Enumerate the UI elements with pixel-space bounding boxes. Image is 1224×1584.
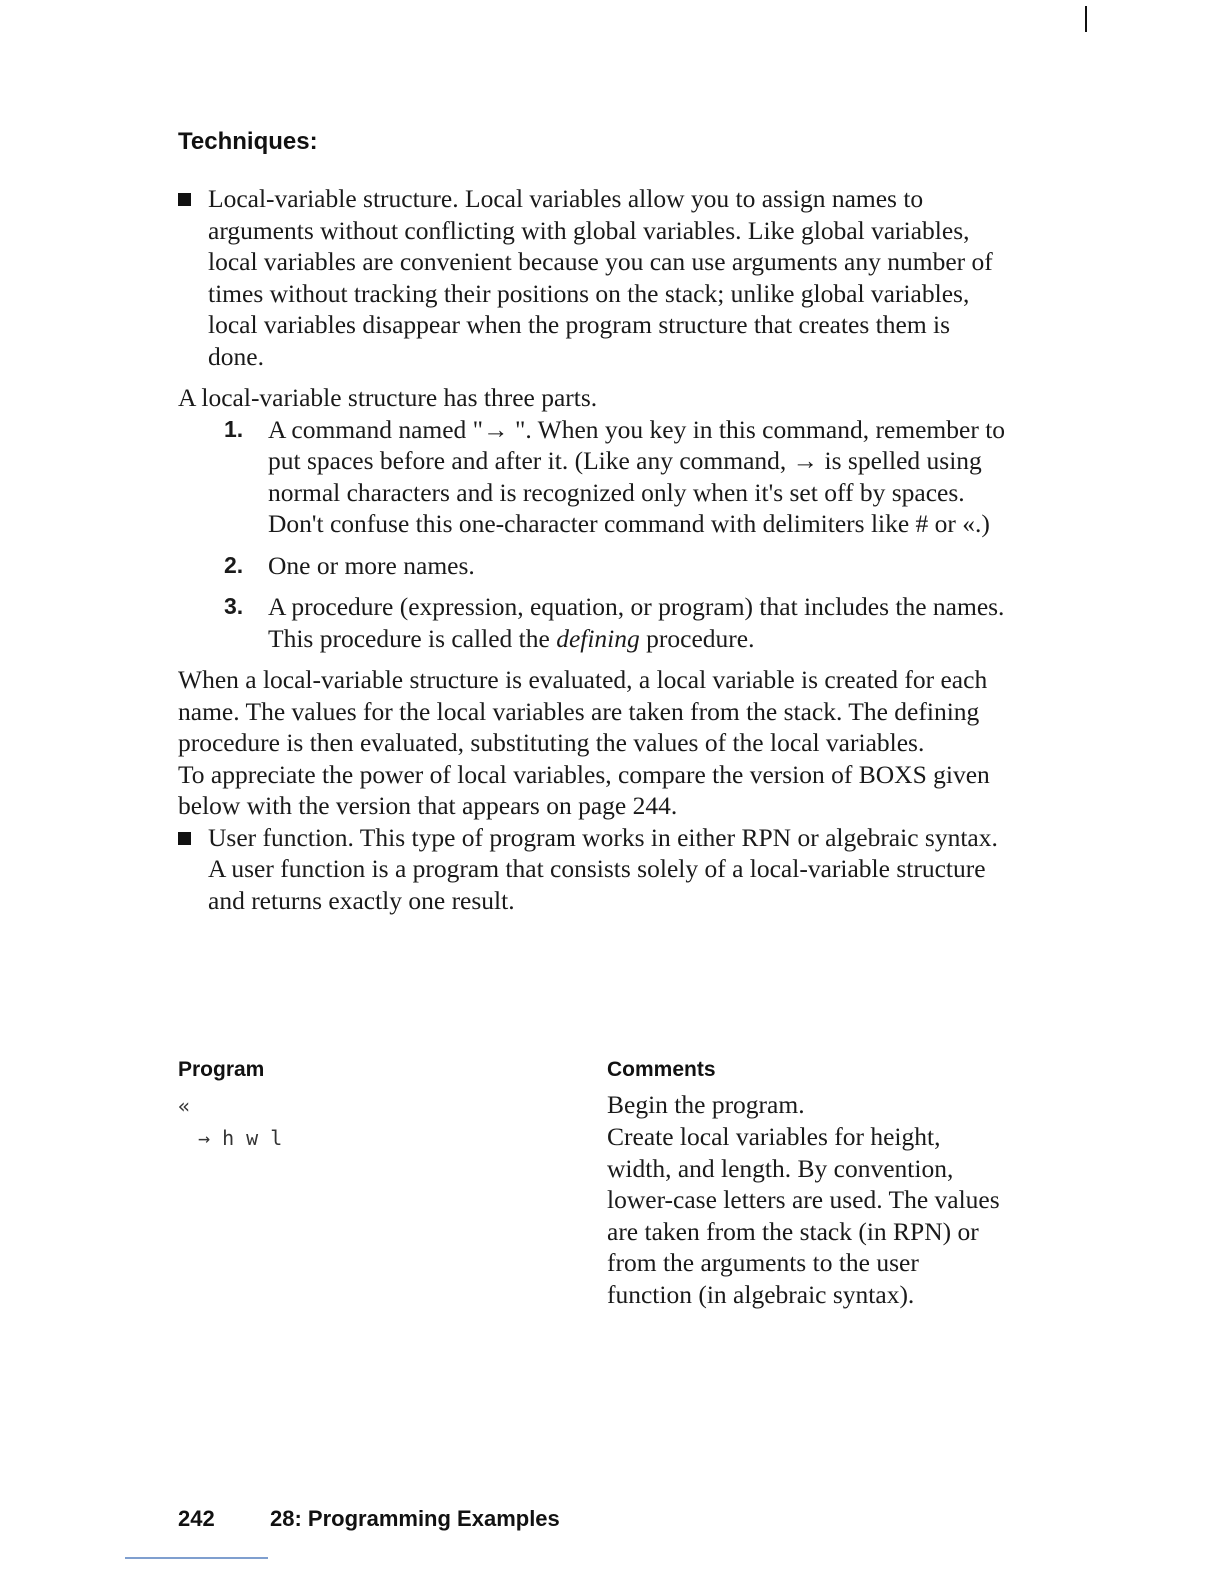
step-item	[218, 414, 1008, 540]
step-emphasis: defining	[556, 623, 640, 653]
bullet-text: User function. This type of program works in either RPN or algebraic syntax. A user function is a program that consists solely of a local-variable structure and returns exactly one result.	[208, 822, 998, 915]
page-number: 242	[178, 1506, 215, 1531]
structure-intro: A local-variable structure has three parts.	[178, 383, 598, 412]
techniques-content	[178, 183, 1008, 926]
program-column-header: Program	[178, 1058, 265, 1081]
step-item	[218, 591, 1008, 654]
chapter-title: 28: Programming Examples	[270, 1506, 560, 1531]
step-text: A procedure (expression, equation, or program) that includes the names. This procedure is called the	[268, 592, 1005, 653]
bottom-rule	[125, 1557, 268, 1559]
program-line: «	[178, 1094, 191, 1118]
step-text-end: procedure.	[639, 623, 755, 653]
comments-column-header: Comments	[607, 1058, 716, 1081]
evaluation-paragraph: When a local-variable structure is evaluated, a local variable is created for each name. The values for the local variables are taken from the stack. The defining procedure is then evaluated, substituting the values of the local variables.	[178, 665, 988, 757]
step-text: A command named "→ ". When you key in this command, remember to put spaces before and after it. (Like any command, → is spelled using normal characters and is recognized only when it's set off by spaces. Don't confuse this one-character command with delimiters like # or «.)	[268, 414, 1006, 538]
bullet-user-function	[178, 822, 1008, 917]
step-number: 2.	[224, 551, 244, 578]
program-line: → h w l	[198, 1126, 283, 1150]
bullet-text: Local-variable structure. Local variables allow you to assign names to arguments without conflicting with global variables. Like global variables, local variables are convenient because you can use arguments any number of times without tracking their positions on the stack; unlike global variables, local variables disappear when the program structure that creates them is done.	[208, 184, 993, 371]
step-item	[218, 550, 1008, 582]
square-bullet-icon	[178, 193, 191, 206]
compare-paragraph: To appreciate the power of local variables, compare the version of BOXS given below with the version that appears on page 244.	[178, 759, 990, 820]
step-text: One or more names.	[268, 550, 475, 580]
bullet-local-variable	[178, 183, 1008, 372]
structure-steps	[218, 414, 1008, 655]
section-heading: Techniques:	[178, 128, 318, 155]
program-comment: Begin the program.	[607, 1090, 805, 1119]
step-number: 3.	[224, 593, 244, 619]
step-number: 1.	[224, 415, 244, 442]
program-comment: Create local variables for height, width, and length. By convention, lower-case letters are used. The values are taken from the stack (in RPN) or from the arguments to the user function (in algebraic syntax).	[607, 1122, 1000, 1309]
crop-mark	[1085, 6, 1087, 32]
square-bullet-icon	[178, 832, 191, 845]
